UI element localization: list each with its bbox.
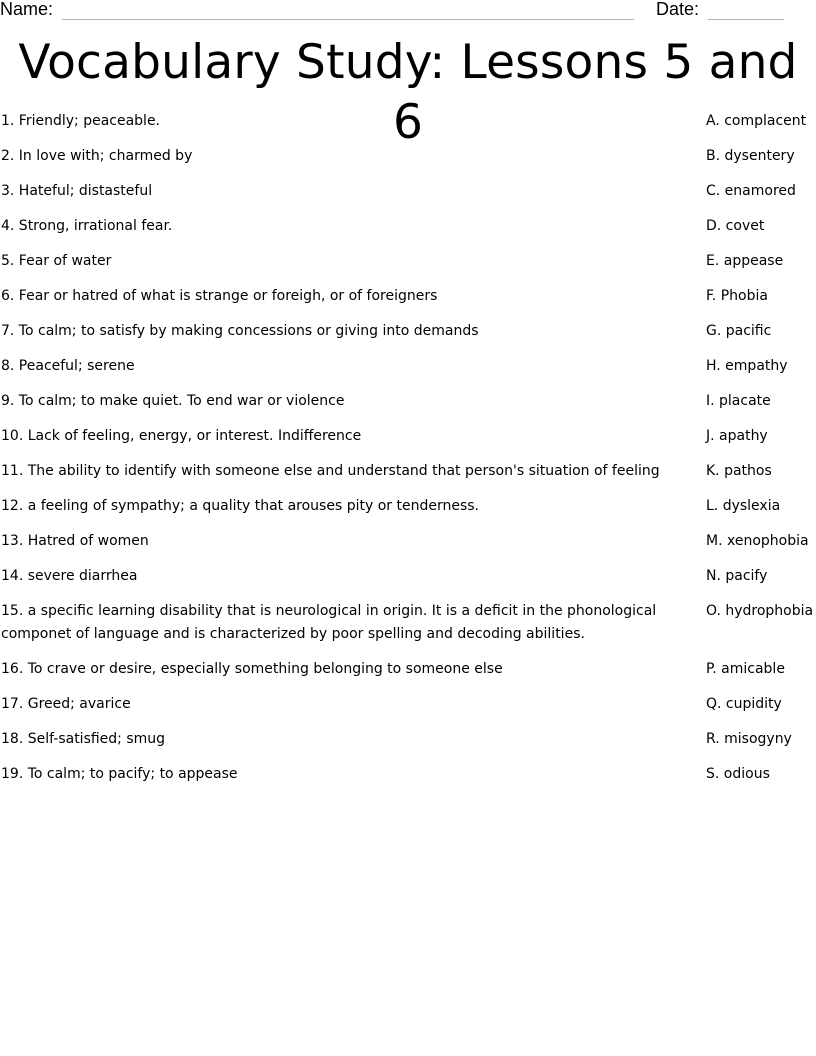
page-title: Vocabulary Study: Lessons 5 and 6	[18, 35, 798, 150]
match-row	[0, 763, 816, 786]
match-row	[0, 425, 816, 448]
clue-text: 1. Friendly; peaceable.	[1, 113, 161, 129]
clue-text: 15. a specific learning disability that is neurological in origin. It is a deficit in the phonological componet of language and is characterized by poor spelling and decoding abilities.	[1, 603, 657, 642]
date-label: Date:	[656, 0, 700, 19]
match-row	[0, 693, 816, 716]
clue-text: 10. Lack of feeling, energy, or interest. Indifference	[1, 428, 362, 444]
answer-option: D. covet	[706, 218, 765, 234]
match-row	[0, 390, 816, 413]
answer-option: J. apathy	[706, 428, 768, 444]
clue-text: 5. Fear of water	[1, 253, 112, 269]
answer-option: I. placate	[706, 393, 771, 409]
answer-option: S. odious	[706, 766, 770, 782]
worksheet-header	[0, 0, 816, 26]
clue-text: 3. Hateful; distasteful	[1, 183, 153, 199]
clue-text: 9. To calm; to make quiet. To end war or violence	[1, 393, 345, 409]
clue-text: 6. Fear or hatred of what is strange or foreigh, or of foreigners	[1, 288, 438, 304]
answer-option: C. enamored	[706, 183, 796, 199]
clue-text: 17. Greed; avarice	[1, 696, 131, 712]
match-row	[0, 180, 816, 203]
matching-list	[0, 110, 816, 798]
answer-option: B. dysentery	[706, 148, 795, 164]
date-field-line[interactable]	[708, 19, 784, 20]
clue-text: 14. severe diarrhea	[1, 568, 138, 584]
answer-option: M. xenophobia	[706, 533, 809, 549]
answer-option: P. amicable	[706, 661, 785, 677]
match-row	[0, 658, 816, 681]
name-label: Name:	[0, 0, 54, 19]
clue-text: 4. Strong, irrational fear.	[1, 218, 173, 234]
match-row	[0, 355, 816, 378]
name-field-line[interactable]	[62, 19, 634, 20]
match-row	[0, 728, 816, 751]
match-row	[0, 110, 816, 133]
clue-text: 12. a feeling of sympathy; a quality that arouses pity or tenderness.	[1, 498, 479, 514]
answer-option: Q. cupidity	[706, 696, 782, 712]
match-row	[0, 495, 816, 518]
match-row	[0, 320, 816, 343]
clue-text: 16. To crave or desire, especially something belonging to someone else	[1, 661, 503, 677]
answer-option: A. complacent	[706, 113, 807, 129]
match-row	[0, 145, 816, 168]
answer-option: H. empathy	[706, 358, 788, 374]
clue-text: 8. Peaceful; serene	[1, 358, 135, 374]
clue-text: 11. The ability to identify with someone else and understand that person's situation of feeling	[1, 463, 660, 479]
answer-option: L. dyslexia	[706, 498, 781, 514]
clue-text: 2. In love with; charmed by	[1, 148, 193, 164]
clue-text: 18. Self-satisfied; smug	[1, 731, 166, 747]
answer-option: F. Phobia	[706, 288, 768, 304]
match-row	[0, 530, 816, 553]
answer-option: N. pacify	[706, 568, 768, 584]
clue-text: 19. To calm; to pacify; to appease	[1, 766, 238, 782]
answer-option: K. pathos	[706, 463, 772, 479]
clue-text: 7. To calm; to satisfy by making concessions or giving into demands	[1, 323, 479, 339]
answer-option: E. appease	[706, 253, 784, 269]
answer-option: G. pacific	[706, 323, 772, 339]
match-row	[0, 215, 816, 238]
match-row	[0, 250, 816, 273]
answer-option: O. hydrophobia	[706, 603, 814, 619]
match-row	[0, 285, 816, 308]
match-row	[0, 565, 816, 588]
match-row	[0, 460, 816, 483]
clue-text: 13. Hatred of women	[1, 533, 149, 549]
answer-option: R. misogyny	[706, 731, 792, 747]
match-row	[0, 600, 816, 646]
